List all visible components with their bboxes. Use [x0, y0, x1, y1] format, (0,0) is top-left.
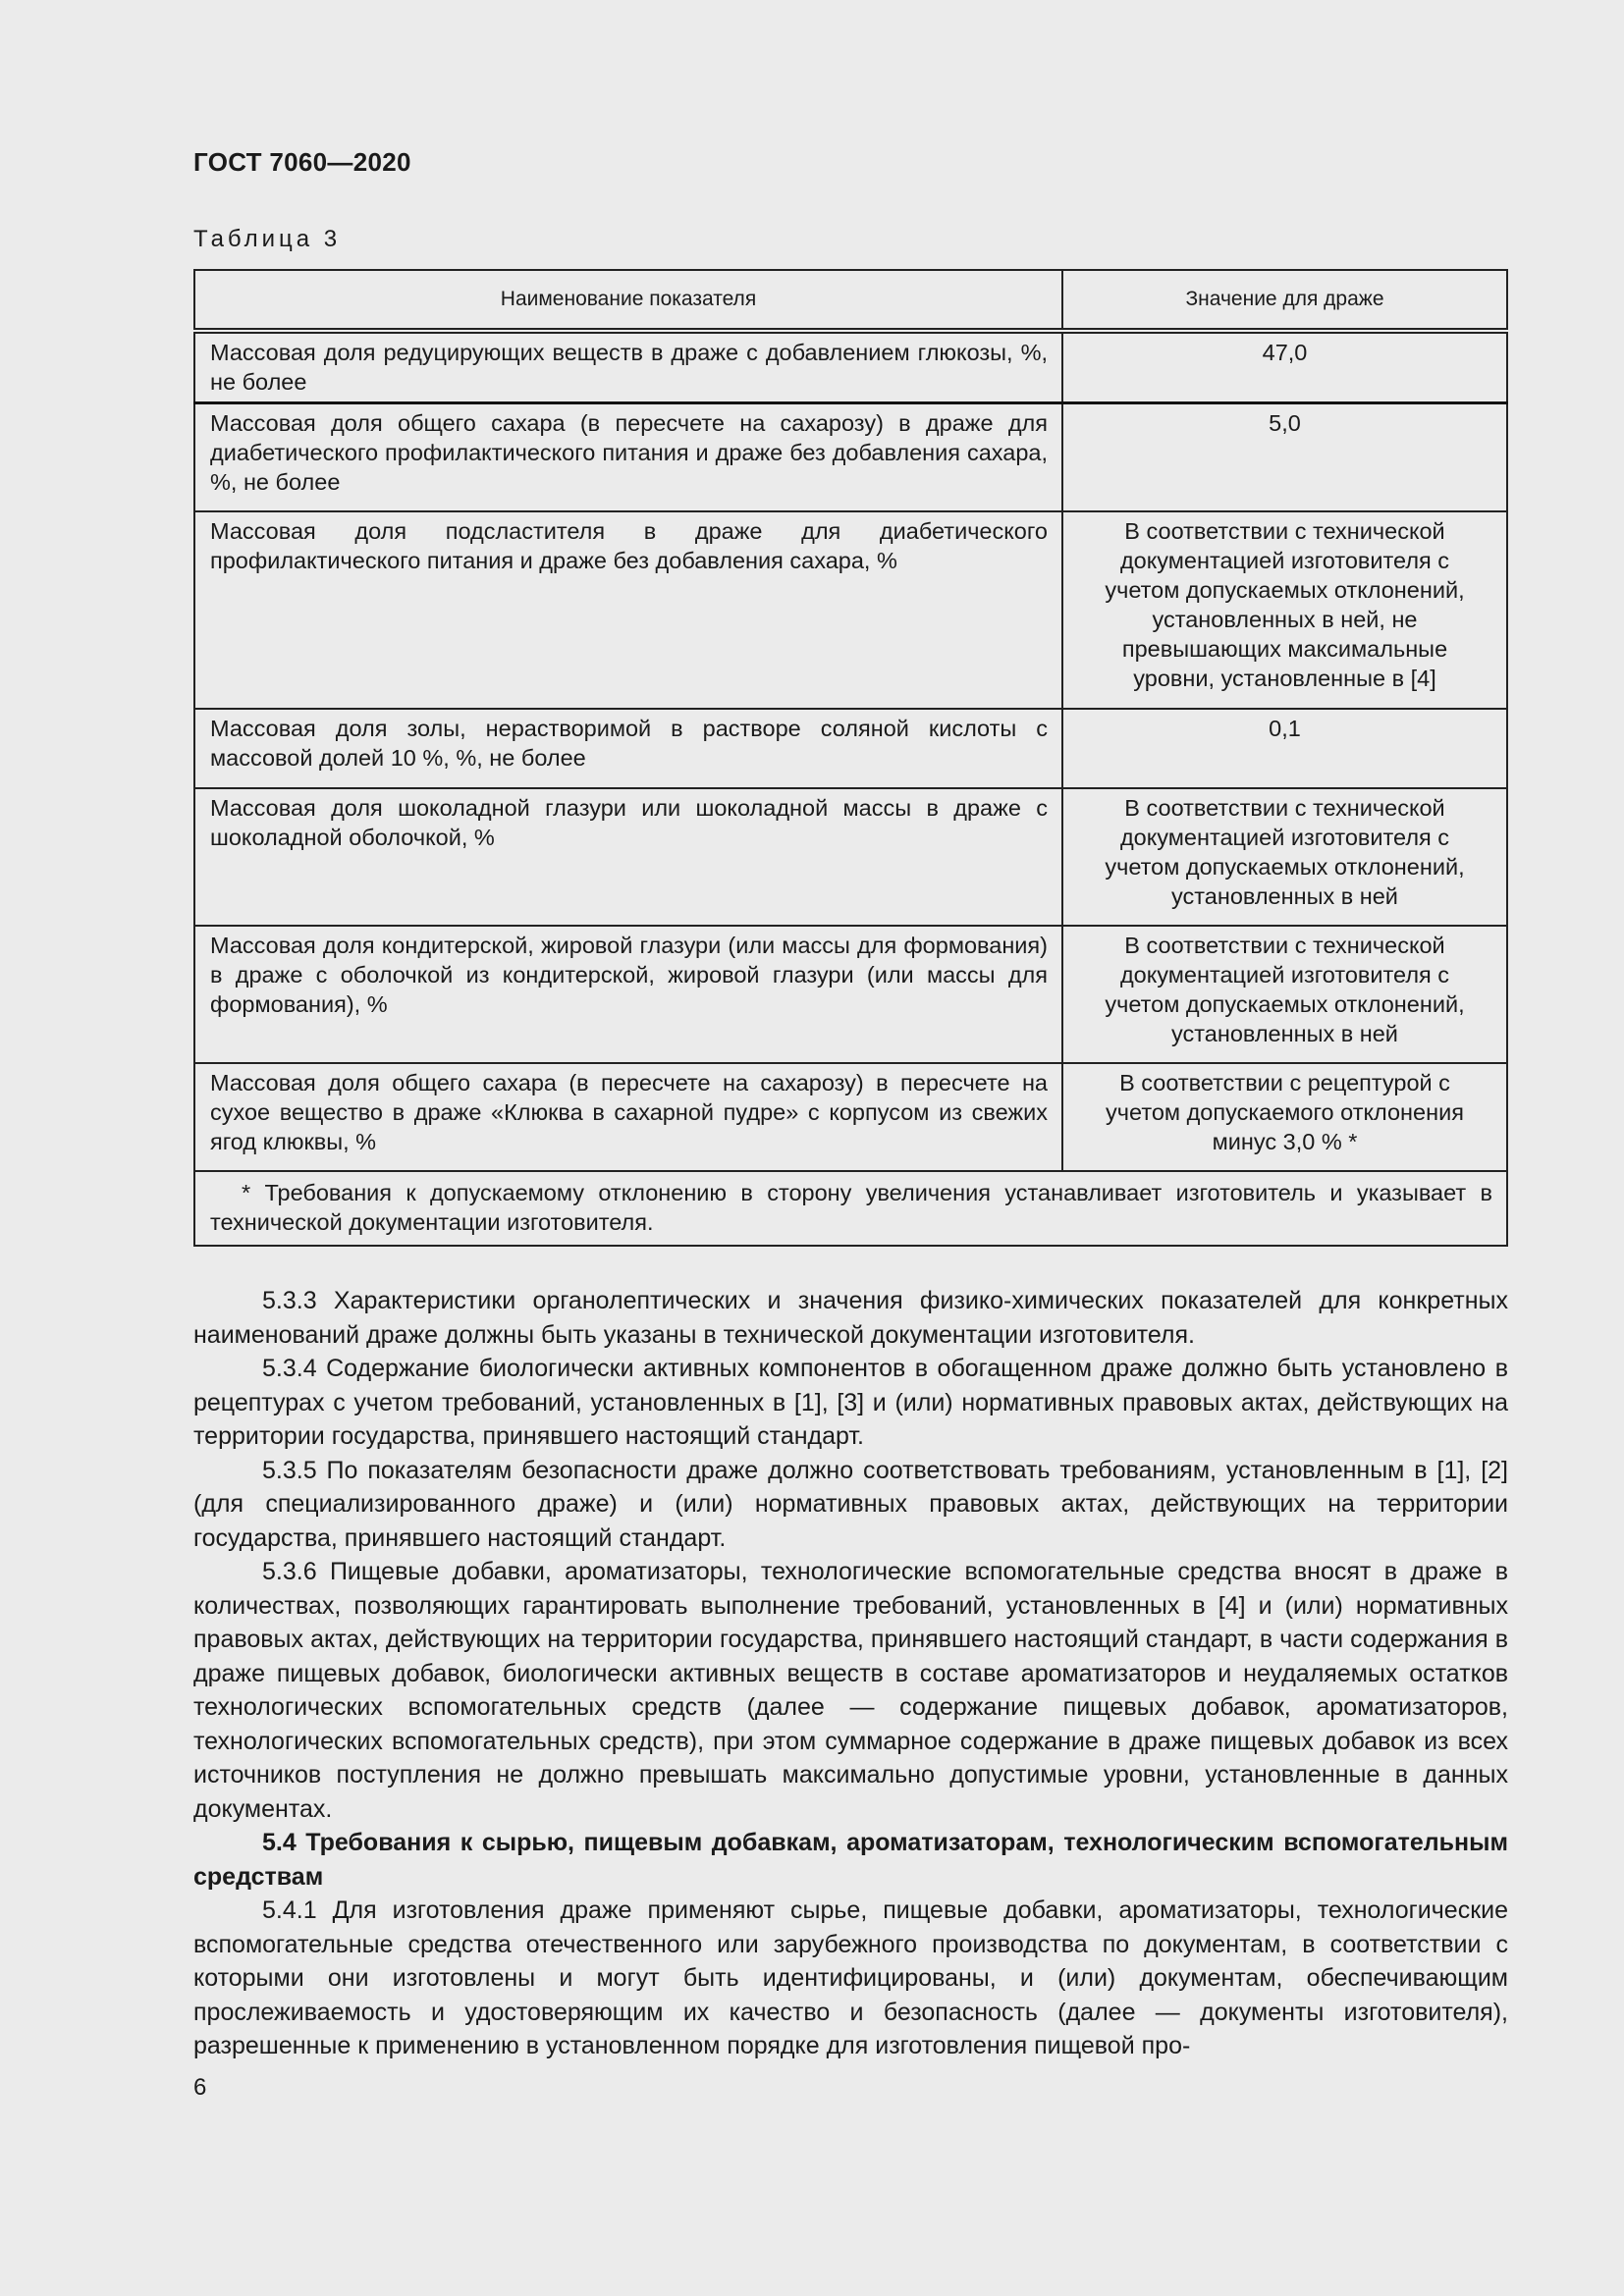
indicators-table [193, 269, 1508, 1247]
row-name: Массовая доля подсластителя в драже для диабетического профилактического питания и драже без добавления сахара, % [194, 511, 1062, 709]
table-row [194, 926, 1507, 1063]
column-header-name: Наименование показателя [194, 270, 1062, 331]
paragraph-5-3-6: 5.3.6 Пищевые добавки, ароматизаторы, технологические вспомогательные средства вносят в драже в количествах, позволяющих гарантировать выполнение требований, установленных в [4] и (или) нормативных правовых актах, действующих на территории государства, принявшего настоящий стандарт, в части содержания в драже пищевых добавок, биологически активных веществ в составе ароматизаторов и неудаляемых остатков технологических вспомогательных средств (далее — содержание пищевых добавок, ароматизаторов, технологических вспомогательных средств), при этом суммарное содержание в драже пищевых добавок из всех источников поступления не должно превышать максимально допустимые уровни, установленные в данных документах. [193, 1558, 1508, 1823]
table-row [194, 511, 1507, 709]
row-name: Массовая доля кондитерской, жировой глазури (или массы для формования) в драже с оболочкой из кондитерской, жировой глазури (или массы для формования), % [194, 926, 1062, 1063]
column-header-value: Значение для драже [1062, 270, 1507, 331]
table-footnote: * Требования к допускаемому отклонению в сторону увеличения устанавливает изготовитель и указывает в технической документации изготовителя. [194, 1171, 1507, 1246]
row-value: 47,0 [1062, 331, 1507, 403]
row-value: В соответствии с технической документацией изготовителя с учетом допускаемых отклонений, установленных в ней [1062, 926, 1507, 1063]
row-name: Массовая доля шоколадной глазури или шоколадной массы в драже с шоколадной оболочкой, % [194, 788, 1062, 926]
row-value: 5,0 [1062, 403, 1507, 512]
table-row [194, 403, 1507, 512]
table-row [194, 709, 1507, 788]
row-value: В соответствии с технической документацией изготовителя с учетом допускаемых отклонений, установленных в ней, не превышающих максимальные уровни, установленные в [4] [1062, 511, 1507, 709]
row-name: Массовая доля редуцирующих веществ в драже с добавлением глюкозы, %, не более [194, 331, 1062, 403]
table-footnote-row [194, 1171, 1507, 1246]
row-value: В соответствии с рецептурой с учетом допускаемого отклонения минус 3,0 % * [1062, 1063, 1507, 1171]
row-name: Массовая доля золы, нерастворимой в растворе соляной кислоты с массовой долей 10 %, %, не более [194, 709, 1062, 788]
paragraph-5-3-3: 5.3.3 Характеристики органолептических и значения физико-химических показателей для конкретных наименований драже должны быть указаны в технической документации изготовителя. [193, 1287, 1508, 1349]
document-header: ГОСТ 7060—2020 [193, 147, 411, 177]
table-caption: Таблица 3 [193, 226, 342, 252]
row-name: Массовая доля общего сахара (в пересчете на сахарозу) в драже для диабетического профилактического питания и драже без добавления сахара, %, не более [194, 403, 1062, 512]
row-value: 0,1 [1062, 709, 1507, 788]
row-name: Массовая доля общего сахара (в пересчете на сахарозу) в пересчете на сухое вещество в драже «Клюква в сахарной пудре» с корпусом из свежих ягод клюквы, % [194, 1063, 1062, 1171]
table-row [194, 1063, 1507, 1171]
section-heading-5-4: 5.4 Требования к сырью, пищевым добавкам, ароматизаторам, технологическим вспомогательным средствам [193, 1829, 1508, 1891]
table-row [194, 331, 1507, 403]
table-row [194, 788, 1507, 926]
row-value: В соответствии с технической документацией изготовителя с учетом допускаемых отклонений, установленных в ней [1062, 788, 1507, 926]
paragraph-5-3-4: 5.3.4 Содержание биологически активных компонентов в обогащенном драже должно быть установлено в рецептурах с учетом требований, установленных в [1], [3] и (или) нормативных правовых актах, действующих на территории государства, принявшего настоящий стандарт. [193, 1355, 1508, 1450]
paragraph-5-3-5: 5.3.5 По показателям безопасности драже должно соответствовать требованиям, установленным в [1], [2] (для специализированного драже) и (или) нормативных правовых актах, действующих на территории государства, принявшего настоящий стандарт. [193, 1456, 1508, 1552]
page-number: 6 [193, 2074, 207, 2101]
paragraph-5-4-1: 5.4.1 Для изготовления драже применяют сырье, пищевые добавки, ароматизаторы, технологические вспомогательные средства отечественного или зарубежного производства по документам, в соответствии с которыми они изготовлены и могут быть идентифицированы, и (или) документам, обеспечивающим прослеживаемость и удостоверяющим их качество и безопасность (далее — документы изготовителя), разрешенные к применению в установленном порядке для изготовления пищевой про- [193, 1896, 1508, 2059]
table-header-row [194, 270, 1507, 331]
body-text [193, 1284, 1508, 2063]
